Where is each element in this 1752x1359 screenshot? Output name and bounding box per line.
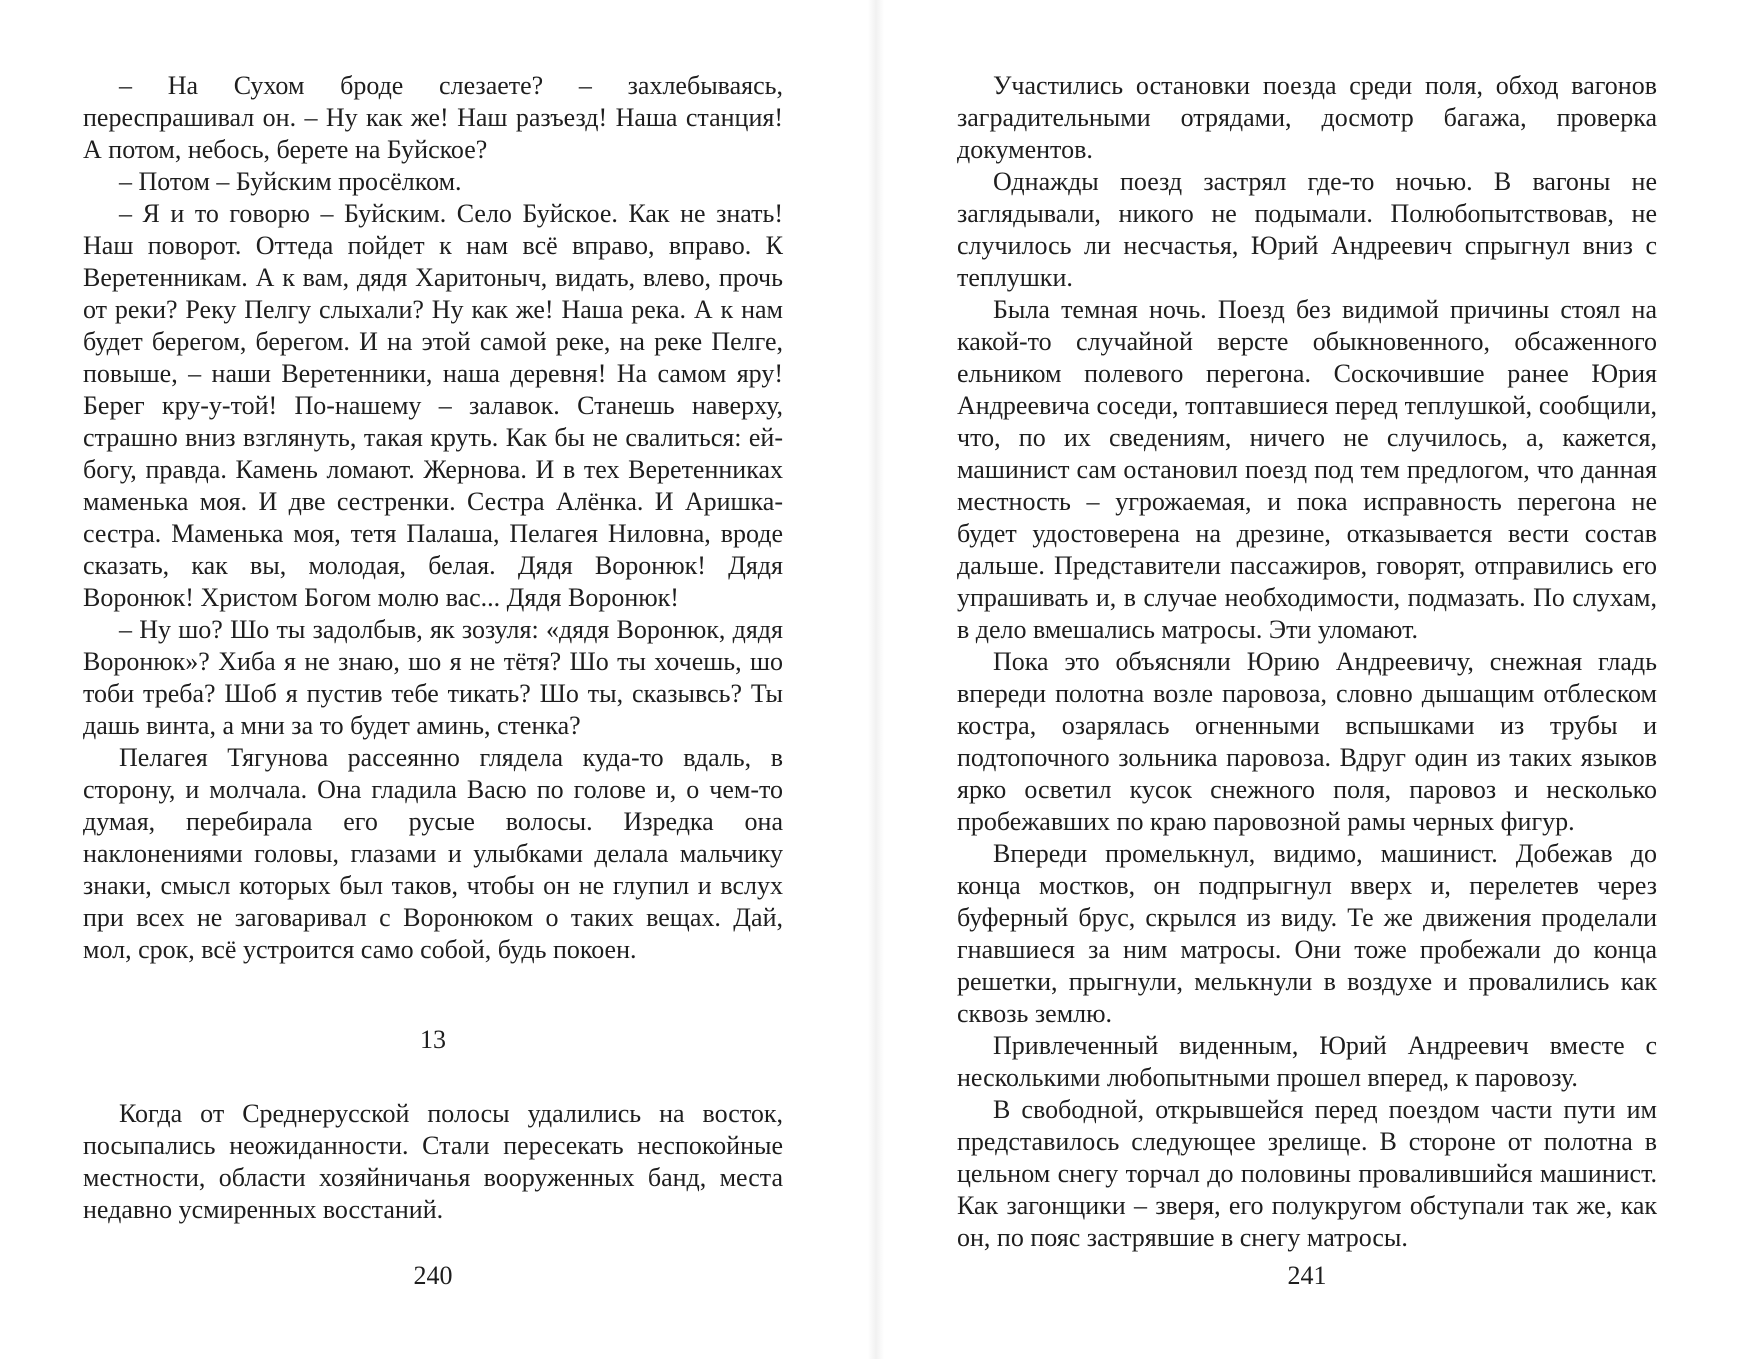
page-number-right: 241 xyxy=(1287,1261,1327,1290)
paragraph: Пока это объясняли Юрию Андреевичу, снежная гладь впереди полотна возле паровоза, словно дышащим отблеском костра, озарялась огненными вспышками из трубы и подтопочного зольника паровоза. Вдруг один из таких языков ярко осветил кусок снежного поля, паровоз и несколько пробежавших по краю паровозной рамы черных фигур. xyxy=(957,647,1657,836)
paragraph: Привлеченный виденным, Юрий Андреевич вместе с несколькими любопытными прошел вперед, к паровозу. xyxy=(957,1031,1657,1092)
paragraph: Когда от Среднерусской полосы удалились на восток, посыпались неожиданности. Стали пересекать неспокойные местности, области хозяйничанья вооруженных банд, места недавно усмиренных восстаний. xyxy=(83,1099,783,1224)
paragraph: Была темная ночь. Поезд без видимой причины стоял на какой-то случайной версте обыкновенного, обсаженного ельником полевого перегона. Соскочившие ранее Юрия Андреевича соседи, топтавшиеся перед теплушкой, сообщили, что, по их сведениям, ничего не случилось, а, кажется, машинист сам остановил поезд под тем предлогом, что данная местность – угрожаемая, и пока исправность перегона не будет удостоверена на дрезине, отказывается вести состав дальше. Представители пассажиров, говорят, отправились его упрашивать и, в случае необходимости, подмазать. По слухам, в дело вмешались матросы. Эти уломают. xyxy=(957,295,1657,644)
paragraph: Впереди промелькнул, видимо, машинист. Добежав до конца мостков, он подпрыгнул вверх и, перелетев через буферный брус, скрылся из виду. Те же движения проделали гнавшиеся за ним матросы. Они тоже пробежали до конца решетки, прыгнули, мелькнули в воздухе и провалились как сквозь землю. xyxy=(957,839,1657,1028)
chapter-number: 13 xyxy=(420,1025,446,1054)
paragraph: Пелагея Тягунова рассеянно глядела куда-то вдаль, в сторону, и молчала. Она гладила Васю по голове и, о чем-то думая, перебирала его русые волосы. Изредка она наклонениями головы, глазами и улыбками делала мальчику знаки, смысл которых был таков, чтобы он не глупил и вслух при всех не заговаривал с Воронюком о таких вещах. Дай, мол, срок, всё устроится само собой, будь покоен. xyxy=(83,743,783,964)
paragraph: Однажды поезд застрял где-то ночью. В вагоны не заглядывали, никого не подымали. Полюбопытствовав, не случилось ли несчастья, Юрий Андреевич спрыгнул вниз с теплушки. xyxy=(957,167,1657,292)
page-number-left: 240 xyxy=(413,1261,453,1290)
paragraph: В свободной, открывшейся перед поездом части пути им представилось следующее зрелище. В стороне от полотна в цельном снегу торчал до половины провалившийся машинист. Как загонщики – зверя, его полукругом обступали так же, как он, по пояс застрявшие в снегу матросы. xyxy=(957,1095,1657,1252)
paragraph: – Потом – Буйским просёлком. xyxy=(119,167,462,196)
paragraph: Участились остановки поезда среди поля, обход вагонов заградительными отрядами, досмотр багажа, проверка документов. xyxy=(957,71,1657,164)
book-gutter xyxy=(868,0,884,1359)
paragraph: – Я и то говорю – Буйским. Село Буйское. Как не знать! Наш поворот. Оттеда пойдет к нам всё вправо, вправо. К Веретенникам. А к вам, дядя Харитоныч, видать, влево, прочь от реки? Реку Пелгу слыхали? Ну как же! Наша река. А к нам будет берегом, берегом. И на этой самой реке, на реке Пелге, повыше, – наши Веретенники, наша деревня! На самом яру! Берег кру-у-той! По-нашему – залавок. Станешь наверху, страшно вниз взглянуть, такая круть. Как бы не свалиться: ей-богу, правда. Камень ломают. Жернова. И в тех Веретенниках маменька моя. И две сестренки. Сестра Алёнка. И Аришка-сестра. Маменька моя, тетя Палаша, Пелагея Ниловна, вроде сказать, как вы, молодая, белая. Дядя Воронюк! Дядя Воронюк! Христом Богом молю вас... Дядя Воронюк! xyxy=(83,199,783,612)
paragraph: – На Сухом броде слезаете? – захлебываясь, переспрашивал он. – Ну как же! Наш разъезд! Наша станция! А потом, небось, берете на Буйское? xyxy=(83,71,783,164)
paragraph: – Ну шо? Шо ты задолбыв, як зозуля: «дядя Воронюк, дядя Воронюк»? Хиба я не знаю, шо я не тётя? Шо ты хочешь, шо тоби треба? Шоб я пустив тебе тикать? Шо ты, сказывсь? Ты дашь винта, а мни за то будет аминь, стенка? xyxy=(83,615,783,740)
left-page xyxy=(83,70,783,1226)
right-page xyxy=(957,70,1657,1254)
